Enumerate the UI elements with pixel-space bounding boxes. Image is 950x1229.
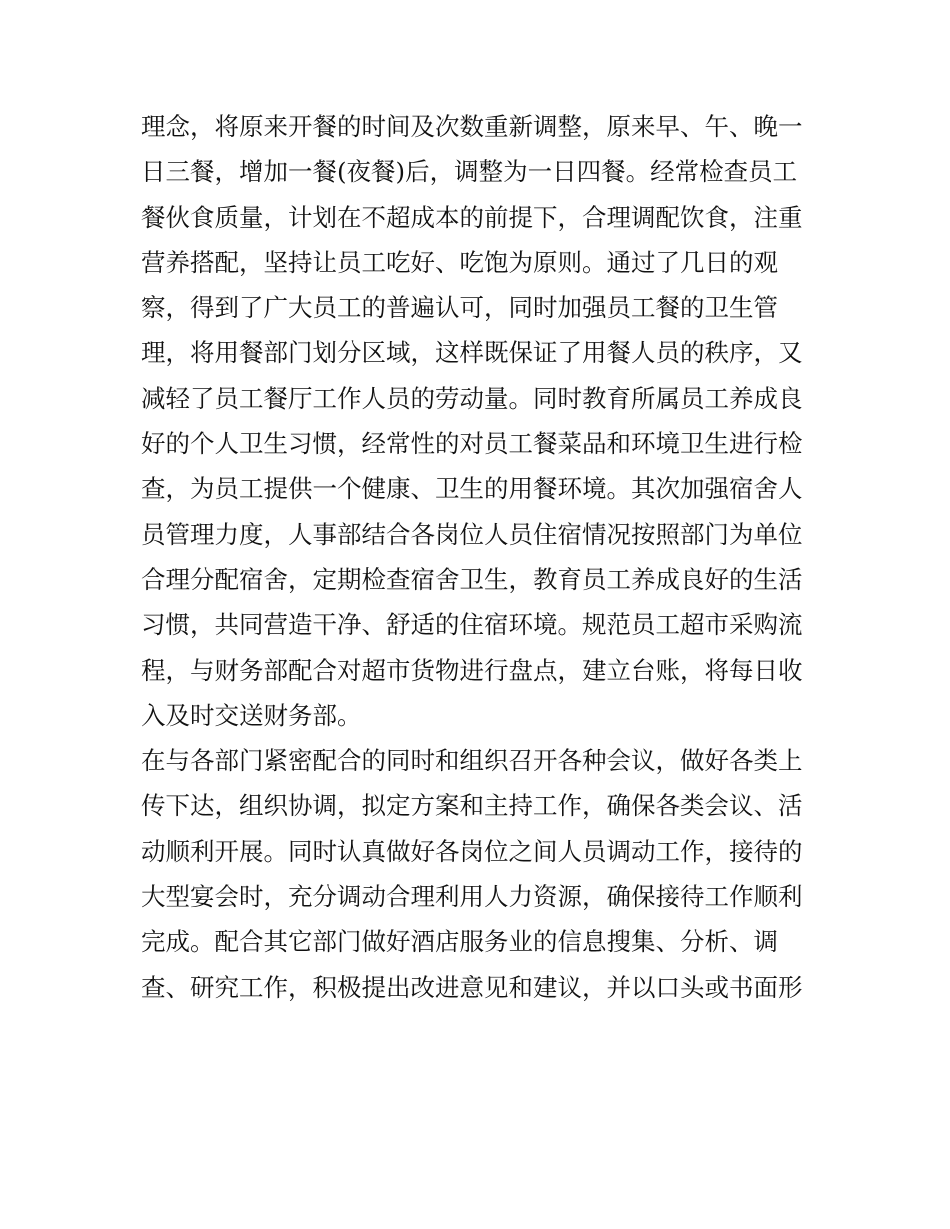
text-line: 理念，将原来开餐的时间及次数重新调整，原来早、午、晚一 — [141, 112, 803, 141]
body-text — [141, 104, 821, 1010]
text-line: 好的个人卫生习惯，经常性的对员工餐菜品和环境卫生进行检 — [141, 429, 803, 459]
text-line: 大型宴会时，充分调动合理利用人力资源，确保接待工作顺利 — [141, 882, 803, 912]
text-line: 理，将用餐部门划分区域，这样既保证了用餐人员的秩序，又 — [141, 338, 803, 368]
text-line: 减轻了员工餐厅工作人员的劳动量。同时教育所属员工养成良 — [141, 383, 803, 413]
text-line: 员管理力度，人事部结合各岗位人员住宿情况按照部门为单位 — [141, 519, 803, 549]
text-line: 查，为员工提供一个健康、卫生的用餐环境。其次加强宿舍人 — [141, 474, 803, 504]
text-line: 动顺利开展。同时认真做好各岗位之间人员调动工作，接待的 — [141, 836, 803, 866]
text-line: 查、研究工作，积极提出改进意见和建议，并以口头或书面形 — [141, 972, 803, 1002]
text-line: 日三餐，增加一餐(夜餐)后，调整为一日四餐。经常检查员工 — [141, 157, 798, 187]
text-line: 传下达，组织协调，拟定方案和主持工作，确保各类会议、活 — [141, 791, 803, 821]
text-line: 餐伙食质量，计划在不超成本的前提下，合理调配饮食，注重 — [141, 202, 803, 232]
text-line: 合理分配宿舍，定期检查宿舍卫生，教育员工养成良好的生活 — [141, 564, 803, 594]
text-line: 程，与财务部配合对超市货物进行盘点，建立台账，将每日收 — [141, 655, 803, 685]
text-line: 入及时交送财务部。 — [141, 700, 362, 730]
text-line: 营养搭配，坚持让员工吃好、吃饱为原则。通过了几日的观 — [141, 247, 778, 277]
text-line: 在与各部门紧密配合的同时和组织召开各种会议，做好各类上 — [141, 746, 803, 776]
text-line: 完成。配合其它部门做好酒店服务业的信息搜集、分析、调 — [141, 927, 778, 957]
text-line: 察，得到了广大员工的普遍认可，同时加强员工餐的卫生管 — [141, 293, 778, 323]
text-line: 习惯，共同营造干净、舒适的住宿环境。规范员工超市采购流 — [141, 610, 803, 640]
